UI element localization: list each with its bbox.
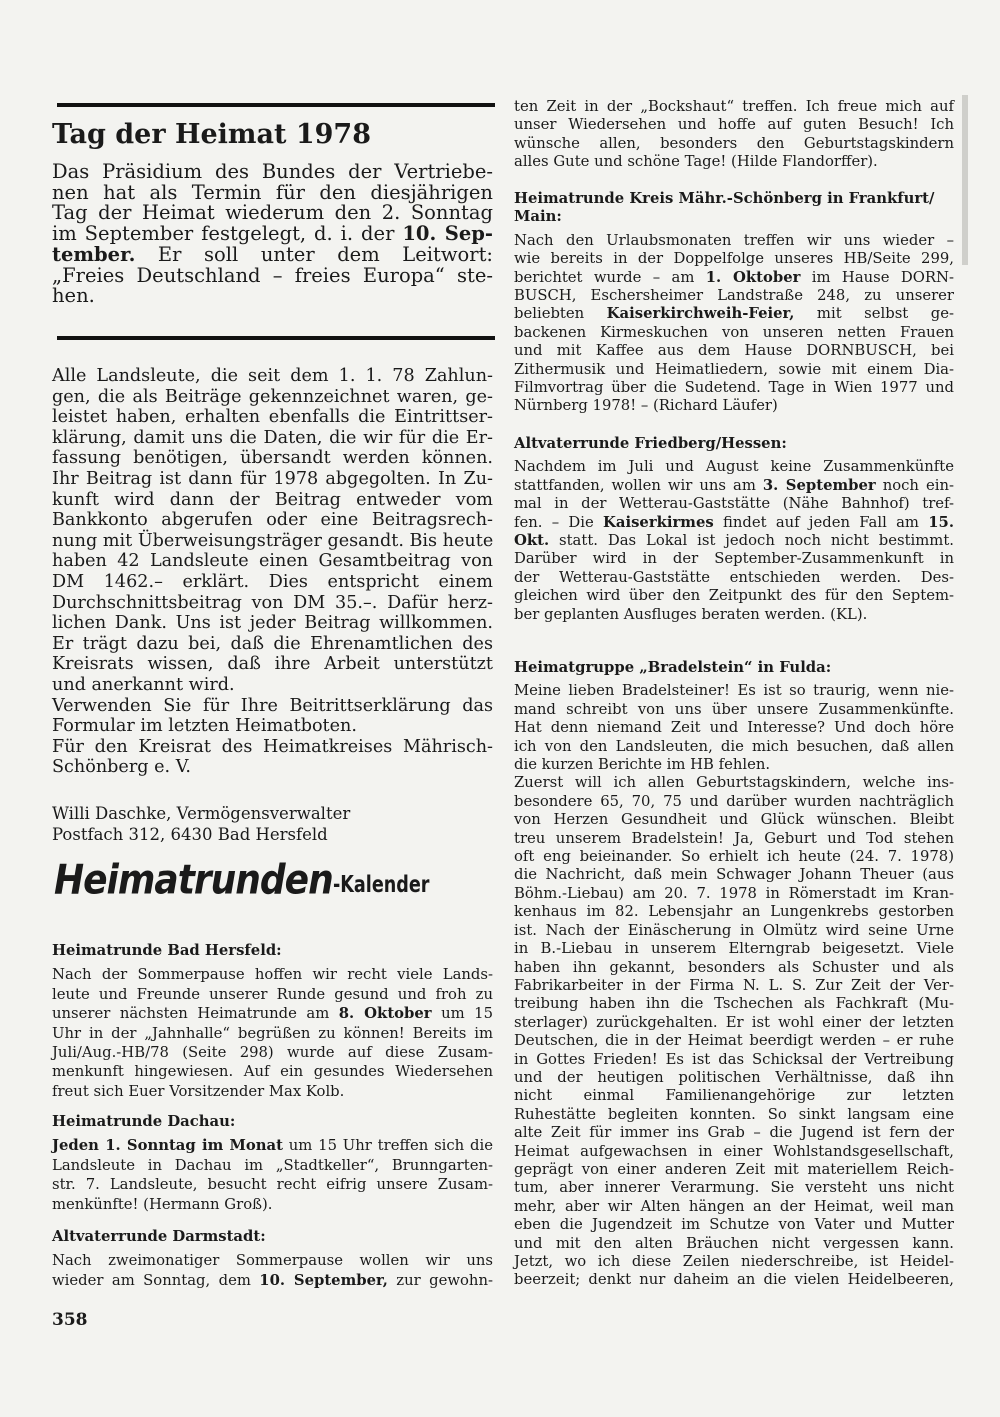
section-heading: [514, 435, 954, 453]
left-section-dachau: [52, 1113, 493, 1214]
text-line: tum, aber innerer Verarmung. Sie versteht uns nicht: [514, 1179, 954, 1197]
logo-main: Heimatrunden: [54, 856, 333, 905]
text-line: „Freies Deutschland – freies Europa“ ste-: [52, 263, 493, 287]
text-line: Meine lieben Bradelsteiner! Es ist so traurig, wenn nie-: [514, 682, 954, 700]
paragraph: [514, 682, 954, 774]
article-title: Tag der Heimat 1978: [52, 119, 371, 150]
heading-line: Altvaterrunde Darmstadt:: [52, 1228, 266, 1245]
text-line: Formular im letzten Heimatboten.: [52, 716, 357, 737]
heading-line: Heimatrunde Kreis Mähr.-Schönberg in Frankfurt/: [514, 190, 935, 207]
text-line: haben 42 Landsleute einen Gesamtbeitrag von: [52, 551, 493, 572]
text-line: Böhm.-Liebau) am 20. 7. 1978 in Römerstadt im Kran-: [514, 884, 954, 902]
text-line: eben die Jugendzeit im Schutze von Vater und Mutter: [514, 1216, 954, 1234]
section-heading: [52, 1228, 493, 1246]
paragraph: [52, 696, 493, 737]
text-line: berichtet wurde – am 1. Oktober im Hause DORN-: [514, 268, 954, 286]
heading-line: Main:: [514, 208, 562, 226]
paragraph: [514, 458, 954, 624]
intro-rule: [57, 336, 495, 340]
text-line: Fabrikarbeiter in der Firma N. L. S. Zur Zeit der Ver-: [514, 976, 954, 994]
page-number: 358: [52, 1310, 88, 1330]
text-line: Er trägt dazu bei, daß die Ehrenamtlichen des: [52, 633, 493, 654]
text-line: oft eng beieinander. So erhielt ich heute (24. 7. 1978): [514, 848, 954, 866]
text-line: und mit den alten Bräuchen nicht vergessen kann.: [514, 1234, 954, 1252]
text-line: Nach der Sommerpause hoffen wir recht viele Lands-: [52, 966, 493, 984]
heimatrunden-kalender-logo: [54, 856, 446, 905]
left-section-bad-hersfeld: [52, 942, 493, 1101]
text-line: backenen Kirmeskuchen von unseren netten Frauen: [514, 323, 954, 341]
text-line: Darüber wird in der September-Zusammenkunft in: [514, 550, 954, 568]
text-line: Uhr in der „Jahnhalle“ begrüßen zu können! Bereits im: [52, 1024, 493, 1042]
text-line: freut sich Euer Vorsitzender Max Kolb.: [52, 1082, 345, 1100]
notice-paragraphs: [52, 366, 493, 778]
paragraph: [52, 965, 493, 1101]
text-line: stattfanden, wollen wir uns am 3. September noch ein-: [514, 476, 954, 494]
text-line: Schönberg e. V.: [52, 757, 191, 778]
section-heading: [52, 942, 493, 960]
bold-text: 8. Oktober: [338, 1005, 432, 1023]
text-line: haben ihn gekannt, besonders als Schuster und als: [514, 958, 954, 976]
text-line: Tag der Heimat wiederum den 2. Sonntag: [52, 201, 493, 225]
bold-text: Kaiserkirchweih-Feier,: [606, 305, 795, 323]
bold-text: 1. Oktober: [705, 268, 801, 286]
text-line: besondere 65, 70, 75 und darüber wurden nachträglich: [514, 792, 954, 810]
bold-text: 10. September,: [259, 1271, 388, 1289]
next-page-edge: [962, 95, 968, 265]
text-line: Willi Daschke, Vermögensverwalter: [52, 804, 351, 823]
text-line: mehr, aber wir Alten hängen an der Heimat, weil man: [514, 1197, 954, 1215]
text-line: DM 1462.– erklärt. Dies entspricht einem: [52, 571, 493, 592]
text-line: kunft wird dann der Beitrag entweder vom: [52, 489, 493, 510]
text-line: kenhaus im 82. Lebensjahr an Lungenkrebs gestorben: [514, 903, 954, 921]
text-line: leistet haben, erhalten ebenfalls die Eintrittser-: [52, 407, 493, 428]
text-line: von Herzen Gesundheit und Glück wünschen. Bleibt: [514, 811, 954, 829]
bold-text: Okt.: [514, 532, 550, 550]
text-line: treu unserem Bradelstein! Ja, Geburt und Tod stehen: [514, 829, 954, 847]
text-line: ich von den Landsleuten, die mich besuchen, daß allen: [514, 737, 954, 755]
logo-suffix: -Kalender: [332, 872, 430, 898]
bold-text: tember.: [52, 242, 136, 266]
text-line: lichen Dank. Uns ist jeder Beitrag willkommen.: [52, 613, 493, 634]
text-line: und mit Kaffee aus dem Hause DORNBUSCH, bei: [514, 342, 954, 360]
text-line: alte Zeit für immer ins Grab – die Jugend ist fern der: [514, 1124, 954, 1142]
text-line: nicht einmal Familienangehörige zur letzten: [514, 1087, 954, 1105]
text-line: Kreisrats wissen, daß ihre Arbeit unterstützt: [52, 654, 493, 675]
heading-line: Heimatgruppe „Bradelstein“ in Fulda:: [514, 659, 832, 676]
text-line: gen, die als Beiträge gekennzeichnet waren, ge-: [52, 386, 493, 407]
section-heading: [514, 659, 954, 677]
text-line: Nachdem im Juli und August keine Zusammenkünfte: [514, 458, 954, 476]
text-line: treibung haben ihn die Tschechen als Fachkraft (Mu-: [514, 995, 954, 1013]
signature: [52, 804, 493, 845]
text-line: ten Zeit in der „Bockshaut“ treffen. Ich freue mich auf: [514, 98, 954, 115]
paragraph: [514, 98, 954, 172]
text-line: hen.: [52, 284, 95, 308]
text-line: nung mit Überweisungsträger gesandt. Bis heute: [52, 530, 494, 551]
text-line: Hat denn niemand Zeit und Interesse? Und doch höre: [514, 719, 954, 737]
text-line: im September festgelegt, d. i. der 10. Sep-: [52, 222, 493, 246]
text-line: Alle Landsleute, die seit dem 1. 1. 78 Zahlun-: [52, 366, 493, 386]
text-line: wie bereits in der Doppelfolge unseres HB/Seite 299,: [514, 250, 954, 268]
text-line: unser Wiedersehen und hoffe auf guten Besuch! Ich: [514, 116, 954, 134]
heading-line: Heimatrunde Dachau:: [52, 1113, 236, 1130]
text-line: str. 7. Landsleute, besucht recht eifrig unsere Zusam-: [52, 1176, 493, 1194]
text-line: beliebten Kaiserkirchweih-Feier, mit selbst ge-: [514, 305, 954, 323]
right-section-friedberg: [514, 435, 954, 624]
text-line: Postfach 312, 6430 Bad Hersfeld: [52, 824, 328, 844]
bold-text: Jeden 1. Sonntag im Monat: [52, 1137, 283, 1155]
text-line: menkünfte! (Hermann Groß).: [52, 1195, 273, 1213]
paragraph: [514, 774, 954, 1289]
text-line: Für den Kreisrat des Heimatkreises Mährisch-: [52, 736, 493, 757]
text-line: Ruhestätte begleiten konnten. So sinkt langsam eine: [514, 1105, 954, 1123]
text-line: in Gottes Frieden! Es ist das Schicksal der Vertreibung: [514, 1050, 954, 1068]
text-line: Zuerst will ich allen Geburtstagskindern, welche ins-: [514, 774, 954, 792]
text-line: Juli/Aug.-HB/78 (Seite 298) wurde auf diese Zusam-: [52, 1044, 493, 1062]
bold-text: 10. Sep-: [402, 222, 493, 246]
text-line: unserer nächsten Heimatrunde am 8. Oktober um 15: [52, 1005, 493, 1023]
text-line: in B.-Liebau in unserem Elterngrab beigesetzt. Viele: [514, 940, 954, 958]
left-section-darmstadt: [52, 1228, 493, 1290]
text-line: Landsleute in Dachau im „Stadtkeller“, Brunngarten-: [52, 1156, 493, 1174]
text-line: BUSCH, Eschersheimer Landstraße 248, zu unserer: [514, 287, 954, 305]
text-line: Filmvortrag über die Sudetend. Tage in Wien 1977 und: [514, 379, 954, 397]
paragraph: [52, 825, 493, 846]
section-heading: [514, 190, 954, 227]
bold-text: Kaiserkirmes: [603, 513, 714, 531]
text-line: Deutschen, die in der Heimat beerdigt werden – er ruhe: [514, 1032, 954, 1050]
text-line: mal in der Wetterau-Gaststätte (Nähe Bahnhof) tref-: [514, 495, 954, 513]
bold-text: 3. September: [762, 476, 876, 494]
text-line: mand schreibt von uns über unsere Zusammenkünfte.: [514, 700, 954, 718]
text-line: beerzeit; denkt nur daheim an die vielen Heidelbeeren,: [514, 1271, 954, 1289]
text-line: die Nachricht, daß mein Schwager Johann Theuer (aus: [514, 866, 954, 884]
paragraph: [52, 737, 493, 778]
top-rule: [57, 103, 495, 107]
text-line: der Wetterau-Gaststätte entschieden werden. Des-: [514, 568, 954, 586]
text-line: Heimat aufgewachsen in einer Wohlstandsgesellschaft,: [514, 1142, 954, 1160]
text-line: leute und Freunde unserer Runde gesund und froh zu: [52, 985, 493, 1003]
text-line: und der heutigen politischen Verhältnisse, daß ihn: [514, 1068, 954, 1086]
text-line: sterlager) zurückgehalten. Er ist wohl einer der letzten: [514, 1013, 954, 1031]
text-line: klärung, damit uns die Daten, die wir für die Er-: [52, 427, 493, 448]
bold-text: 15.: [928, 513, 954, 531]
text-line: die kurzen Berichte im HB fehlen.: [514, 756, 771, 774]
text-line: Zithermusik und Heimatliedern, sowie mit einem Dia-: [514, 360, 954, 378]
text-line: alles Gute und schöne Tage! (Hilde Flandorffer).: [514, 153, 878, 171]
text-line: Verwenden Sie für Ihre Beitrittserklärung das: [52, 695, 493, 716]
text-line: Jeden 1. Sonntag im Monat um 15 Uhr treffen sich die: [52, 1137, 493, 1155]
text-line: nen hat als Termin für den diesjährigen: [52, 180, 493, 204]
heading-line: Altvaterrunde Friedberg/Hessen:: [514, 435, 787, 452]
right-continuation: [514, 98, 954, 172]
text-line: Bankkonto abgerufen oder eine Beitragsrech-: [52, 510, 493, 531]
text-line: Ihr Beitrag ist dann für 1978 abgegolten. In Zu-: [52, 468, 493, 489]
heading-line: Heimatrunde Bad Hersfeld:: [52, 942, 282, 959]
right-section-frankfurt: [514, 190, 954, 416]
text-line: geprägt von einer anderen Zeit mit materiellem Reich-: [514, 1160, 954, 1178]
paragraph: [52, 804, 493, 825]
paragraph: [52, 1136, 493, 1214]
text-line: ber geplanten Ausfluges beraten werden. (KL).: [514, 605, 868, 623]
text-line: tember. Er soll unter dem Leitwort:: [52, 242, 493, 266]
text-line: Nach zweimonatiger Sommerpause wollen wir uns: [52, 1252, 493, 1270]
text-line: Okt. statt. Das Lokal ist jedoch noch nicht bestimmt.: [514, 532, 954, 550]
text-line: Nürnberg 1978! – (Richard Läufer): [514, 397, 778, 415]
section-heading: [52, 1113, 493, 1131]
right-section-fulda: [514, 659, 954, 1290]
text-line: und anerkannt wird.: [52, 674, 235, 695]
text-line: fen. – Die Kaiserkirmes findet auf jeden Fall am 15.: [514, 513, 954, 531]
text-line: Nach den Urlaubsmonaten treffen wir uns wieder –: [514, 231, 954, 249]
paragraph: [514, 232, 954, 416]
text-line: Jetzt, wo ich diese Zeilen niederschreibe, ist Heidel-: [514, 1253, 954, 1270]
intro-paragraph: [52, 162, 493, 307]
text-line: wieder am Sonntag, dem 10. September, zur gewohn-: [52, 1271, 493, 1289]
text-line: Durchschnittsbeitrag von DM 35.–. Dafür herz-: [52, 592, 493, 613]
text-line: gleichen wird über den Zeitpunkt des für den Septem-: [514, 587, 954, 605]
paragraph: [52, 162, 493, 307]
paragraph: [52, 1251, 493, 1290]
text-line: Das Präsidium des Bundes der Vertriebe-: [52, 160, 493, 183]
text-line: wünsche allen, besonders den Geburtstagskindern: [514, 134, 954, 152]
paragraph: [52, 366, 493, 696]
text-line: ist. Nach der Einäscherung in Olmütz wird seine Urne: [514, 921, 954, 939]
text-line: fassung benötigen, übersandt werden können.: [52, 448, 493, 469]
text-line: menkunft hingewiesen. Auf ein gesundes Wiedersehen: [52, 1063, 493, 1081]
